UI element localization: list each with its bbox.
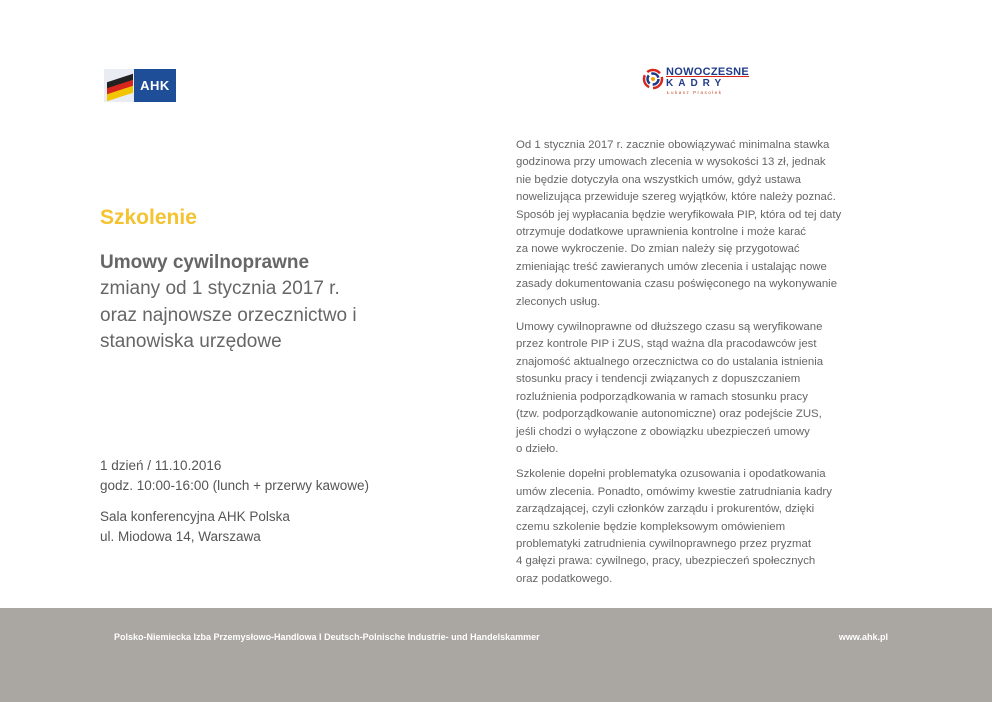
text-line: godzinowa przy umowach zlecenia w wysokości 13 zł, jednak xyxy=(516,156,826,169)
nk-logo-line1: NOWOCZESNE xyxy=(666,66,750,78)
text-line: nie będzie dotyczyła ona wszystkich umów, gdyż ustawa xyxy=(516,173,801,186)
text-line: problematyki zatrudnienia cywilnoprawnego przez pryzmat xyxy=(516,537,812,550)
paragraph-2 xyxy=(516,319,892,458)
training-topic: Umowy cywilnoprawne xyxy=(100,252,310,273)
text-line: nowelizująca przewiduje szereg wyjątków, które należy poznać. xyxy=(516,191,836,204)
page-title: Szkolenie xyxy=(100,206,197,229)
description xyxy=(516,137,892,596)
text-line: otrzymuje dodatkowe uprawnienia kontrolne i może karać xyxy=(516,226,806,239)
text-line: zleconych usług. xyxy=(516,295,601,308)
text-line: (tzw. podporządkowanie autonomiczne) oraz podejście ZUS, xyxy=(516,408,822,421)
swirl-icon xyxy=(642,68,664,90)
text-line: przez kontrole PIP i ZUS, stąd ważna dla pracodawców jest xyxy=(516,338,817,351)
paragraph-3 xyxy=(516,466,892,588)
text-line: rozluźnienia podporządkowania w ramach stosunku pracy xyxy=(516,390,808,403)
event-info xyxy=(100,456,460,547)
text-line: zarządzającej, czyli członków zarządu i prokurentów, dzięki xyxy=(516,503,815,516)
training-subtitle-line: zmiany od 1 stycznia 2017 r. xyxy=(100,278,340,299)
text-line: stosunku pracy i tendencji związanych z dopuszczaniem xyxy=(516,373,801,386)
text-line: o dzieło. xyxy=(516,442,559,455)
text-line: Sposób jej wypłacania będzie weryfikowała PIP, która od tej daty xyxy=(516,208,842,221)
text-line: jeśli chodzi o wyłączone z obowiązku ubezpieczeń umowy xyxy=(516,425,810,438)
ahk-logo-text: AHK xyxy=(134,69,176,102)
text-line: Szkolenie dopełni problematyka ozusowania i opodatkowania xyxy=(516,468,826,481)
text-line: Umowy cywilnoprawne od dłuższego czasu są weryfikowane xyxy=(516,321,823,334)
text-line: zasady dokumentowania czasu poświęconego na wykonywanie xyxy=(516,278,838,291)
text-line: 4 gałęzi prawa: cywilnego, pracy, ubezpieczeń społecznych xyxy=(516,555,816,568)
event-venue: Sala konferencyjna AHK Polska xyxy=(100,509,290,524)
nk-logo-line2: KADRY xyxy=(666,78,727,89)
event-address: ul. Miodowa 14, Warszawa xyxy=(100,529,261,544)
nowoczesne-kadry-logo xyxy=(640,64,750,98)
text-line: znajomość aktualnego orzecznictwa co do ustalania istnienia xyxy=(516,355,824,368)
ahk-flag-icon xyxy=(104,69,134,102)
text-line: za nowe wykroczenie. Do zmian należy się przygotować xyxy=(516,243,800,256)
event-date: 1 dzień / 11.10.2016 xyxy=(100,458,222,473)
text-line: oraz podatkowego. xyxy=(516,572,613,585)
paragraph-1 xyxy=(516,137,892,311)
footer xyxy=(0,608,992,702)
text-line: czemu szkolenie będzie kompleksowym omówieniem xyxy=(516,520,786,533)
event-hours: godz. 10:00-16:00 (lunch + przerwy kawowe) xyxy=(100,478,370,493)
training-heading xyxy=(100,204,460,356)
text-line: zmieniając treść zawieranych umów zlecenia i ustalając nowe xyxy=(516,260,827,273)
footer-chamber-name: Polsko-Niemiecka Izba Przemysłowo-Handlowa I Deutsch-Polnische Industrie- und Handelskammer xyxy=(114,632,540,642)
text-line: Od 1 stycznia 2017 r. zacznie obowiązywać minimalna stawka xyxy=(516,139,830,151)
nk-logo-line3: Łukasz Prasołek xyxy=(667,90,723,95)
training-subtitle-line: stanowiska urzędowe xyxy=(100,331,282,352)
training-subtitle-line: oraz najnowsze orzecznictwo i xyxy=(100,304,357,326)
ahk-logo xyxy=(104,69,176,102)
footer-website-link[interactable]: www.ahk.pl xyxy=(838,632,888,642)
text-line: umów zlecenia. Ponadto, omówimy kwestie zatrudniania kadry xyxy=(516,485,832,498)
